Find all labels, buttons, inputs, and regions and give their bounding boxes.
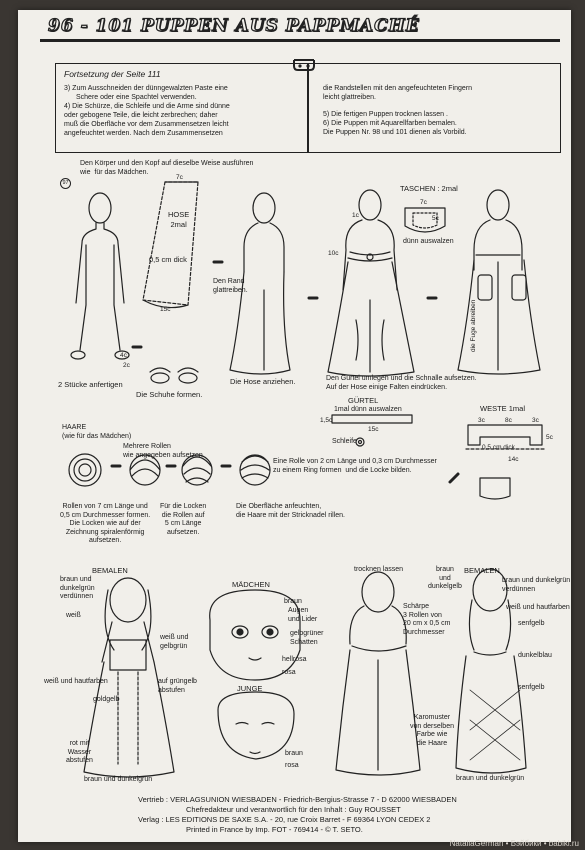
paint-note: senfgelb	[518, 620, 545, 627]
face-note: hellrosa	[282, 656, 307, 663]
continuation-note: Fortsetzung der Seite 111	[64, 69, 161, 79]
instruction-line: 3) Zum Ausschneiden der dünngewalzten Paste eine	[64, 85, 228, 92]
instruction-line: angefeuchtet werden. Nach dem Zusammensetzen	[64, 130, 223, 137]
face-note: braun	[285, 750, 303, 757]
pocket-pattern	[405, 208, 445, 232]
face-note: gelbgrüner Schatten	[290, 630, 324, 646]
dimension-label: 14c	[508, 456, 519, 463]
face-note: braun	[284, 598, 302, 605]
step-arrow-icon	[450, 474, 458, 482]
two-pieces-label: 2 Stücke anfertigen	[58, 380, 123, 389]
instruction-line: leicht glattreiben.	[323, 94, 376, 101]
shoes-label: Die Schuhe formen.	[136, 390, 203, 399]
surface-note: Die Oberfläche anfeuchten, die Haare mit der Stricknadel rillen.	[236, 503, 345, 519]
paint-note: braun und dunkelgrün verdünnen	[60, 576, 95, 600]
roll-thin-label: dünn auswalzen	[403, 238, 454, 245]
paint-note: weiß und hautfarben	[506, 604, 570, 611]
dimension-label: 2c	[123, 362, 130, 369]
dimension-label: 3c	[478, 417, 485, 424]
hair-rolls-note: Mehrere Rollen wie angegeben aufsetzen.	[123, 443, 205, 459]
dimension-label: 10c	[328, 250, 339, 257]
instruction-line: die Randstellen mit den angefeuchteten Fingern	[323, 85, 473, 92]
belt-subtitle: 1mal dünn auswalzen	[334, 406, 402, 413]
curls-note: Für die Locken die Rollen auf 5 cm Länge aufsetzen.	[160, 503, 207, 536]
face-note: Augen und Lider	[288, 607, 318, 623]
belt-title: GÜRTEL	[348, 396, 379, 405]
thickness-label: 0,5 cm dick	[482, 444, 515, 451]
paint-note: weiß und hautfarben	[44, 678, 108, 685]
dimension-label: 15c	[160, 306, 171, 313]
paint-note: braun und dunkelgrün verdünnen	[502, 577, 571, 593]
instruction-line: Schere oder eine Spachtel verwenden.	[76, 94, 197, 101]
dimension-label: 4c	[120, 352, 127, 359]
dry-note: trocknen lassen	[354, 566, 404, 573]
boy-title: JUNGE	[237, 684, 263, 693]
bow-label: Schleife	[332, 438, 357, 445]
watermark: NataliaGerman • Бэйбики • babiki.ru	[449, 839, 579, 848]
check-pattern-note: Karomuster von derselben Farbe wie die Haare	[410, 714, 454, 747]
dimension-label: 5c	[432, 215, 439, 222]
dimension-label: 3c	[532, 417, 539, 424]
instruction-line: muß die Oberfläche vor dem Zusammensetzen leicht	[64, 121, 229, 128]
paint-note: dunkelblau	[518, 652, 552, 659]
step-number-badge: 97	[60, 178, 71, 189]
paint-note: rot mit Wasser abstufen	[66, 740, 93, 764]
face-note: rosa	[285, 762, 299, 769]
paint-note: weiß	[66, 612, 81, 619]
trousers-title: HOSE 2mal	[168, 210, 190, 229]
smooth-edge-label: Den Rand glattreiben.	[213, 278, 248, 294]
dimension-label: 5c	[546, 434, 553, 441]
instruction-line: 4) Die Schürze, die Schleife und die Arme sind dünne	[64, 103, 230, 110]
sash-note: Schärpe 3 Rollen von 20 cm x 0,5 cm Durchmesser	[403, 603, 451, 636]
pockets-title: TASCHEN : 2mal	[400, 184, 458, 193]
dimension-label: 1c	[352, 212, 359, 219]
seam-label: die Fuge abreiben	[470, 299, 477, 352]
put-on-trousers-label: Die Hose anziehen.	[230, 377, 296, 386]
vest-pattern	[466, 425, 544, 499]
paint-note: braun und dunkelgrün	[456, 775, 525, 782]
doll-belt-figure	[328, 190, 414, 376]
paint-note: weiß und gelbgrün	[160, 634, 189, 650]
instruction-line: 6) Die Puppen mit Aquarellfarben bemalen.	[323, 120, 457, 127]
thickness-label: 0,5 cm dick	[149, 255, 187, 264]
instruction-line: Die Puppen Nr. 98 und 101 dienen als Vorbild.	[323, 129, 467, 136]
paint-note: goldgelb	[93, 696, 120, 703]
footer-distribution: Vertrieb : VERLAGSUNION WIESBADEN - Friedrich-Bergius-Strasse 7 - D 62000 WIESBADEN	[138, 795, 457, 804]
dimension-label: 7c	[176, 174, 183, 181]
hair-rolls-size-note: Rollen von 7 cm Länge und 0,5 cm Durchmesser formen. Die Locken wie auf der Zeichnung spiralenförmig aufsetzen.	[60, 503, 151, 544]
doll-body-figure	[71, 193, 129, 359]
belt-instruction-text: Den Gürtel umlegen und die Schnalle aufsetzen. Auf der Hose einige Falten eindrücken.	[326, 375, 477, 391]
dimension-label: 7c	[420, 199, 427, 206]
footer-editor: Chefredakteur und verantwortlich für den Inhalt : Guy ROUSSET	[186, 805, 401, 814]
dimension-label: 1,5c	[320, 417, 333, 424]
painting-title: BEMALEN	[92, 566, 128, 575]
trousers-pattern	[143, 182, 198, 308]
instruction-line: 5) Die fertigen Puppen trocknen lassen .	[323, 111, 448, 118]
face-note: rosa	[282, 669, 296, 676]
shoes-figure	[150, 368, 198, 383]
paint-note: auf grüngelb abstufen	[158, 678, 197, 694]
paint-note: senfgelb	[518, 684, 545, 691]
dimension-label: 15c	[368, 426, 379, 433]
vest-title: WESTE 1mal	[480, 404, 526, 413]
page-title: 96 - 101 PUPPEN AUS PAPPMACHÉ	[48, 16, 420, 36]
painted-boy-doll-figure	[456, 569, 526, 773]
instruction-line: oder gebogene Teile, die leicht zerbrechen; daher	[64, 112, 218, 119]
paint-note: braun und dunkelgrün	[84, 776, 153, 783]
footer-printer: Printed in France by Imp. FOT - 769414 - © T. SETO.	[186, 825, 363, 834]
hair-title: HAARE (wie für das Mädchen)	[62, 424, 132, 440]
hair-color-note: braun und dunkelgelb	[428, 566, 462, 590]
footer-publisher: Verlag : LES EDITIONS DE SAXE S.A. - 20, rue Croix Barret - F 69364 LYON CEDEX 2	[138, 815, 431, 824]
painting-title-right: BEMALEN	[464, 566, 500, 575]
body-intro-text: Den Körper und den Kopf auf dieselbe Weise ausführen wie für das Mädchen.	[80, 160, 254, 176]
girl-title: MÄDCHEN	[232, 580, 270, 589]
boy-face-drawing	[218, 692, 294, 759]
hair-ring-note: Eine Rolle von 2 cm Länge und 0,3 cm Durchmesser zu einem Ring formen und die Locke bilden.	[273, 458, 437, 474]
dimension-label: 8c	[505, 417, 512, 424]
